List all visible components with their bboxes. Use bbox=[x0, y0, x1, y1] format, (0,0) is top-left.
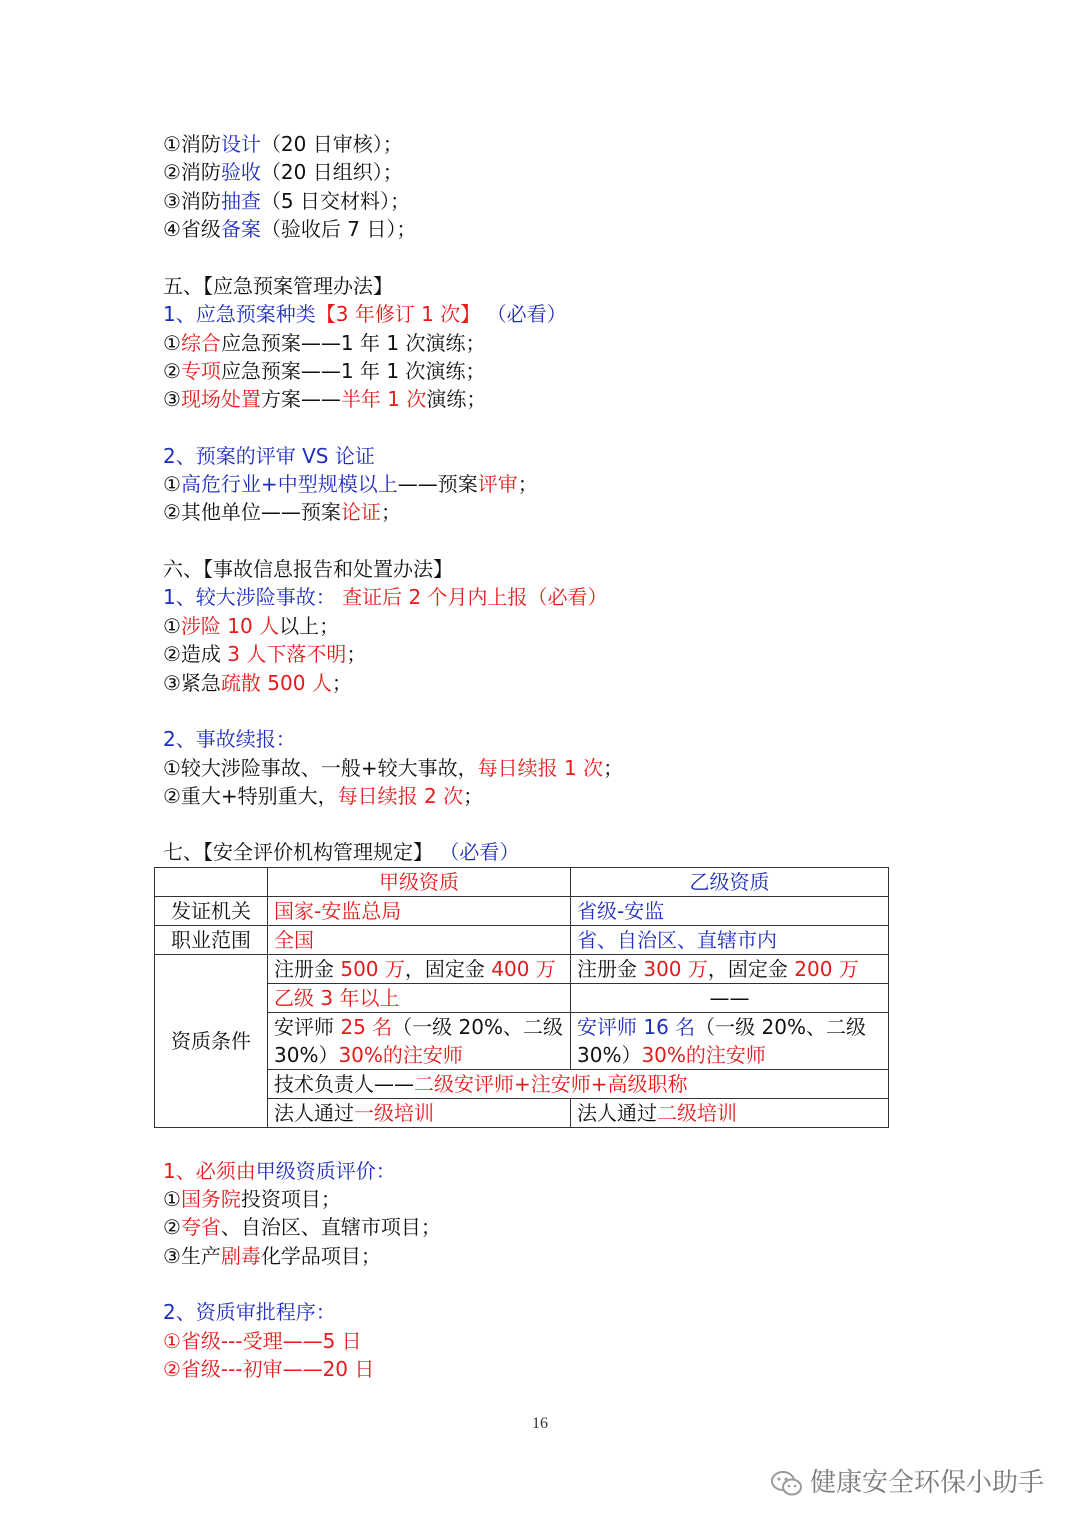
technical-lead bbox=[268, 1070, 889, 1099]
qualification-table bbox=[154, 867, 889, 1128]
text-run: 、自治区、直辖市项目； bbox=[220, 1215, 441, 1239]
text-run: 剧毒 bbox=[220, 1244, 261, 1268]
table-header-row bbox=[155, 868, 889, 897]
text-run: （20 日组织）； bbox=[260, 160, 403, 184]
text-run: ②消防 bbox=[163, 160, 221, 184]
text-run: 国家-安监总局 bbox=[274, 899, 402, 923]
text-run: 1、应急预案种类 bbox=[163, 302, 316, 326]
text-run: ①省级---受理——5 日 bbox=[163, 1329, 362, 1353]
text-run: ； bbox=[346, 642, 367, 666]
text-run: ② bbox=[163, 359, 181, 383]
text-run: ①消防 bbox=[163, 132, 221, 156]
table-header-grade-b: 乙级资质 bbox=[571, 868, 889, 897]
text-run: ①较大涉险事故、一般+较大事故， bbox=[163, 756, 478, 780]
text-run: 论证 bbox=[340, 500, 381, 524]
section-6-2-title bbox=[163, 725, 296, 753]
text-run: （一级 20%、二级 bbox=[695, 1015, 866, 1039]
text-run: 乙级 3 年以上 bbox=[274, 986, 400, 1010]
text-run: （5 日交材料）； bbox=[260, 189, 411, 213]
text-run: 2、预案的评审 VS 论证 bbox=[163, 444, 375, 468]
text-run: ； bbox=[517, 472, 538, 496]
text-run: 500 万 bbox=[340, 957, 405, 981]
section-7-1-item-2 bbox=[163, 1213, 441, 1241]
text-run: 30%的注安师 bbox=[338, 1043, 463, 1067]
section-7-1-item-1 bbox=[163, 1185, 341, 1213]
text-run: ； bbox=[603, 756, 624, 780]
assessors-grade-a bbox=[268, 1013, 571, 1070]
text-run: 400 万 bbox=[491, 957, 556, 981]
text-run: 2、事故续报： bbox=[163, 727, 296, 751]
text-run: 现场处置 bbox=[180, 387, 261, 411]
text-run: 1、必须由 bbox=[163, 1159, 256, 1183]
text-run: 每日续报 2 次 bbox=[337, 784, 464, 808]
section-5-1-item-1 bbox=[163, 329, 485, 357]
section-5-1-item-3 bbox=[163, 385, 486, 413]
text-run: 夸省 bbox=[180, 1215, 221, 1239]
table-row bbox=[155, 955, 889, 984]
text-run: ； bbox=[463, 784, 484, 808]
text-run: （必看） bbox=[439, 840, 520, 864]
text-run: 国务院 bbox=[180, 1187, 241, 1211]
text-run: 应急预案——1 年 1 次演练； bbox=[220, 331, 486, 355]
table-header-empty bbox=[155, 868, 268, 897]
text-run: 省、自治区、直辖市内 bbox=[577, 928, 777, 952]
text-run: ②造成 bbox=[163, 642, 228, 666]
text-run: ——预案 bbox=[397, 472, 478, 496]
text-run: ②其他单位——预案 bbox=[163, 500, 341, 524]
text-run: 注册金 bbox=[577, 957, 644, 981]
text-run: 法人通过 bbox=[577, 1101, 657, 1125]
text-run: 抽查 bbox=[220, 189, 261, 213]
text-run: ③消防 bbox=[163, 189, 221, 213]
section-6-1-item-2 bbox=[163, 640, 366, 668]
text-run: 2、资质审批程序： bbox=[163, 1300, 336, 1324]
section-7-title bbox=[163, 838, 519, 866]
text-run: （一级 20%、二级 bbox=[392, 1015, 563, 1039]
section-6-1-item-3 bbox=[163, 669, 352, 697]
text-run: （验收后 7 日）； bbox=[260, 217, 417, 241]
section-5-2-item-2 bbox=[163, 498, 401, 526]
text-run: 设计 bbox=[220, 132, 261, 156]
text-run: 30%） bbox=[274, 1043, 339, 1067]
text-run: —— bbox=[709, 986, 750, 1010]
text-run: （20 日审核）； bbox=[260, 132, 403, 156]
text-run: 半年 1 次 bbox=[340, 387, 427, 411]
section-5-2-title bbox=[163, 442, 375, 470]
scope-grade-b bbox=[571, 926, 889, 955]
text-run: ① bbox=[163, 472, 181, 496]
text-run: ④省级 bbox=[163, 217, 221, 241]
text-run: 七、【安全评价机构管理规定】 bbox=[163, 840, 440, 864]
text-run: 300 万 bbox=[643, 957, 708, 981]
text-run: 涉险 10 人 bbox=[180, 614, 280, 638]
fire-item-3 bbox=[163, 187, 410, 215]
fire-item-1 bbox=[163, 130, 403, 158]
table-header-grade-a: 甲级资质 bbox=[268, 868, 571, 897]
text-run: 应急预案——1 年 1 次演练； bbox=[220, 359, 486, 383]
text-run: 高危行业+中型规模以上 bbox=[180, 472, 398, 496]
section-6-1-item-1 bbox=[163, 612, 339, 640]
fire-item-4 bbox=[163, 215, 416, 243]
text-run: ③紧急 bbox=[163, 671, 221, 695]
text-run: 二级培训 bbox=[657, 1101, 737, 1125]
text-run: 以上； bbox=[279, 614, 340, 638]
experience-grade-b bbox=[571, 984, 889, 1013]
text-run: 方案—— bbox=[260, 387, 341, 411]
text-run: 1、较大涉险事故： bbox=[163, 585, 343, 609]
text-run: 评审 bbox=[477, 472, 518, 496]
section-5-title: 五、【应急预案管理办法】 bbox=[163, 274, 393, 298]
issuer-grade-a bbox=[268, 897, 571, 926]
section-6-2-item-1 bbox=[163, 754, 623, 782]
text-run: 疏散 500 人 bbox=[220, 671, 332, 695]
page-number: 16 bbox=[532, 1415, 548, 1432]
text-run: ，固定金 bbox=[404, 957, 492, 981]
text-run: 投资项目； bbox=[240, 1187, 341, 1211]
assessors-grade-b-line-2 bbox=[577, 1041, 882, 1069]
text-run: ； bbox=[331, 671, 352, 695]
training-grade-a bbox=[268, 1099, 571, 1128]
table-row bbox=[155, 926, 889, 955]
text-run: ③ bbox=[163, 387, 181, 411]
text-run: ② bbox=[163, 1215, 181, 1239]
assessors-grade-a-line-1 bbox=[274, 1013, 564, 1041]
scope-grade-a bbox=[268, 926, 571, 955]
text-run: 备案 bbox=[220, 217, 261, 241]
section-7-2-item-2 bbox=[163, 1355, 374, 1383]
assessors-grade-b bbox=[571, 1013, 889, 1070]
section-5-1-item-2 bbox=[163, 357, 485, 385]
section-7-2-item-1 bbox=[163, 1327, 362, 1355]
text-run: 注册金 bbox=[274, 957, 341, 981]
text-run: 全国 bbox=[274, 928, 314, 952]
text-run: 每日续报 1 次 bbox=[477, 756, 604, 780]
row-label-issuer: 发证机关 bbox=[155, 897, 268, 926]
section-5-1-title bbox=[163, 300, 567, 328]
text-run: 25 名 bbox=[340, 1015, 393, 1039]
text-run: ，固定金 bbox=[707, 957, 795, 981]
text-run: 综合 bbox=[180, 331, 221, 355]
assessors-grade-a-line-2 bbox=[274, 1041, 564, 1069]
text-run: ②省级---初审——20 日 bbox=[163, 1357, 375, 1381]
text-run: 甲级资质评价： bbox=[255, 1159, 396, 1183]
text-run: 专项 bbox=[180, 359, 221, 383]
text-run: 30%） bbox=[577, 1043, 642, 1067]
text-run: ； bbox=[380, 500, 401, 524]
text-run: 二级安评师+注安师+高级职称 bbox=[414, 1072, 688, 1096]
wechat-icon bbox=[770, 1470, 804, 1498]
text-run: 【3 年修订 1 次】 bbox=[315, 302, 481, 326]
table-row bbox=[155, 897, 889, 926]
text-run: 省级-安监 bbox=[577, 899, 665, 923]
section-7-1-item-3 bbox=[163, 1242, 381, 1270]
text-run: 法人通过 bbox=[274, 1101, 354, 1125]
text-run: ① bbox=[163, 331, 181, 355]
text-run: 验收 bbox=[220, 160, 261, 184]
watermark-text: 健康安全环保小助手 bbox=[809, 1468, 1044, 1498]
text-run: 化学品项目； bbox=[260, 1244, 381, 1268]
section-7-1-title bbox=[163, 1157, 396, 1185]
training-grade-b bbox=[571, 1099, 889, 1128]
section-6-1-title bbox=[163, 583, 608, 611]
section-6-2-item-2 bbox=[163, 782, 483, 810]
text-run: 3 人下落不明 bbox=[227, 642, 347, 666]
watermark bbox=[770, 1462, 1044, 1499]
section-6-title: 六、【事故信息报告和处置办法】 bbox=[163, 557, 453, 581]
experience-grade-a bbox=[268, 984, 571, 1013]
text-run: 技术负责人—— bbox=[274, 1072, 414, 1096]
text-run: 200 万 bbox=[794, 957, 859, 981]
fire-item-2 bbox=[163, 158, 403, 186]
text-run: 演练； bbox=[426, 387, 487, 411]
assessors-grade-b-line-1 bbox=[577, 1013, 882, 1041]
text-run: 安评师 bbox=[274, 1015, 341, 1039]
text-run: 30%的注安师 bbox=[641, 1043, 766, 1067]
text-run: ③生产 bbox=[163, 1244, 221, 1268]
text-run: ②重大+特别重大， bbox=[163, 784, 338, 808]
capital-grade-a bbox=[268, 955, 571, 984]
text-run: 一级培训 bbox=[354, 1101, 434, 1125]
row-label-scope: 职业范围 bbox=[155, 926, 268, 955]
text-run: ① bbox=[163, 1187, 181, 1211]
section-7-2-title bbox=[163, 1298, 336, 1326]
text-run: 安评师 16 名 bbox=[577, 1015, 696, 1039]
text-run: ① bbox=[163, 614, 181, 638]
capital-grade-b bbox=[571, 955, 889, 984]
issuer-grade-b bbox=[571, 897, 889, 926]
text-run: 查证后 2 个月内上报（必看） bbox=[342, 585, 608, 609]
row-label-qualification: 资质条件 bbox=[155, 955, 268, 1128]
text-run: （必看） bbox=[480, 302, 567, 326]
section-5-2-item-1 bbox=[163, 470, 538, 498]
